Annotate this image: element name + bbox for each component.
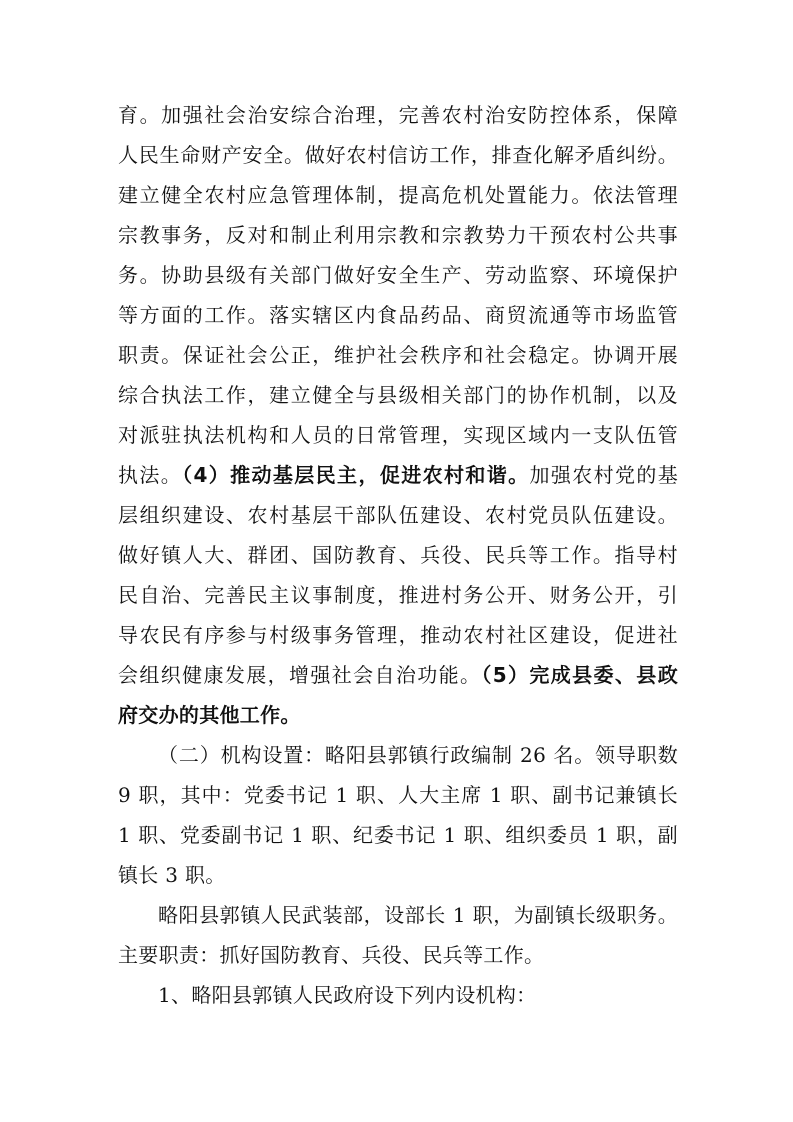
text-segment: 会组织健康发展，增强社会自治功能。 bbox=[118, 663, 482, 687]
text-segment: 职责。保证社会公正，维护社会秩序和社会稳定。协调开展 bbox=[118, 343, 678, 367]
text-line bbox=[118, 935, 678, 975]
text-segment: 做好镇人大、群团、国防教育、兵役、民兵等工作。指导村 bbox=[118, 543, 678, 567]
text-line bbox=[118, 575, 678, 615]
text-line bbox=[118, 295, 678, 335]
text-segment: 略阳县郭镇人民武装部，设部长 1 职，为副镇长级职务。 bbox=[158, 903, 678, 927]
text-line bbox=[118, 975, 678, 1015]
text-line bbox=[118, 895, 678, 935]
text-segment: 9 职，其中：党委书记 1 职、人大主席 1 职、副书记兼镇长 bbox=[118, 783, 678, 807]
text-line bbox=[118, 535, 678, 575]
text-line bbox=[118, 415, 678, 455]
text-line bbox=[118, 375, 678, 415]
text-line bbox=[118, 735, 678, 775]
text-segment: 层组织建设、农村基层干部队伍建设、农村党员队伍建设。 bbox=[118, 503, 678, 527]
text-segment: 加强农村党的基 bbox=[529, 463, 679, 487]
text-segment: 人民生命财产安全。做好农村信访工作，排查化解矛盾纠纷。 bbox=[118, 143, 678, 167]
text-segment: 务。协助县级有关部门做好安全生产、劳动监察、环境保护 bbox=[118, 263, 678, 287]
text-line bbox=[118, 815, 678, 855]
text-line bbox=[118, 135, 678, 175]
text-line bbox=[118, 455, 678, 495]
text-segment: 宗教事务，反对和制止利用宗教和宗教势力干预农村公共事 bbox=[118, 223, 678, 247]
text-segment: 主要职责：抓好国防教育、兵役、民兵等工作。 bbox=[118, 943, 545, 967]
bold-heading-4: （4）推动基层民主，促进农村和谐。 bbox=[182, 463, 530, 487]
body-text bbox=[118, 95, 678, 1015]
text-line bbox=[118, 215, 678, 255]
text-line bbox=[118, 495, 678, 535]
text-segment: （二）机构设置：略阳县郭镇行政编制 26 名。领导职数 bbox=[158, 743, 678, 767]
text-line bbox=[118, 855, 678, 895]
text-segment: 建立健全农村应急管理体制，提高危机处置能力。依法管理 bbox=[118, 183, 678, 207]
text-segment: 等方面的工作。落实辖区内食品药品、商贸流通等市场监管 bbox=[118, 303, 678, 327]
text-line bbox=[118, 255, 678, 295]
bold-heading-5-continued: 府交办的其他工作。 bbox=[118, 703, 301, 727]
text-segment: 导农民有序参与村级事务管理，推动农村社区建设，促进社 bbox=[118, 623, 678, 647]
text-segment: 综合执法工作，建立健全与县级相关部门的协作机制，以及 bbox=[118, 383, 678, 407]
text-line bbox=[118, 335, 678, 375]
text-segment: 执法。 bbox=[118, 463, 183, 487]
text-line bbox=[118, 615, 678, 655]
text-line bbox=[118, 175, 678, 215]
text-segment: 1 职、党委副书记 1 职、纪委书记 1 职、组织委员 1 职，副 bbox=[118, 823, 678, 847]
bold-heading-5: （5）完成县委、县政 bbox=[481, 663, 678, 687]
text-segment: 民自治、完善民主议事制度，推进村务公开、财务公开，引 bbox=[118, 583, 678, 607]
text-segment: 1、略阳县郭镇人民政府设下列内设机构： bbox=[158, 983, 537, 1007]
text-segment: 育。加强社会治安综合治理，完善农村治安防控体系，保障 bbox=[118, 103, 678, 127]
text-line bbox=[118, 655, 678, 695]
text-segment: 对派驻执法机构和人员的日常管理，实现区域内一支队伍管 bbox=[118, 423, 678, 447]
text-line bbox=[118, 95, 678, 135]
text-segment: 镇长 3 职。 bbox=[118, 863, 226, 887]
text-line bbox=[118, 695, 678, 735]
text-line bbox=[118, 775, 678, 815]
